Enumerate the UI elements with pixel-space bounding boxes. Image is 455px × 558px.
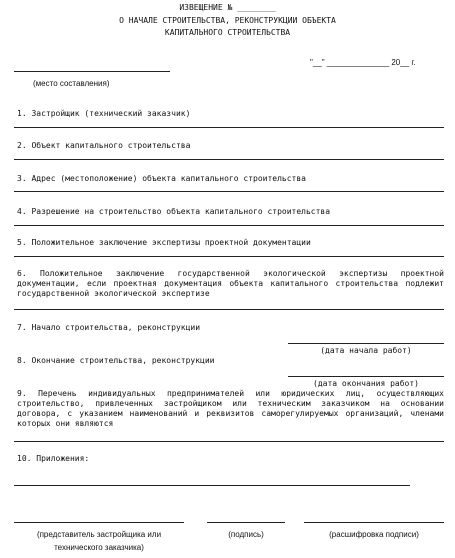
item-10-field-line[interactable]	[14, 485, 410, 486]
item-10-label: 10. Приложения:	[17, 454, 90, 463]
item-2-label: 2. Объект капитального строительства	[17, 141, 191, 150]
signature-caption: (подпись)	[228, 530, 264, 539]
representative-caption-line2: технического заказчика)	[54, 543, 144, 552]
item-6-field-line[interactable]	[14, 309, 444, 310]
decryption-line[interactable]	[304, 522, 444, 523]
place-label: (место составления)	[33, 79, 110, 88]
date-field[interactable]: "__" ______________ 20__ г.	[310, 58, 416, 67]
decryption-caption: (расшифровка подписи)	[329, 530, 419, 539]
signature-line[interactable]	[207, 522, 285, 523]
item-1-field-line[interactable]	[14, 127, 444, 128]
item-9-label: 9. Перечень индивидуальных предпринимателей или юридических лиц, осуществляющих строительство, привлеченных застройщиком или техническим заказчиком на основании договора, с указанием наименований и реквизитов саморегулируемых организаций, членами которых они являются	[17, 389, 444, 428]
item-7-caption: (дата начала работ)	[320, 346, 412, 355]
item-8-caption: (дата окончания работ)	[313, 379, 419, 388]
item-6-label: 6. Положительное заключение государственной экологической экспертизы проектной документации, если проектная документация объекта капитального строительства подлежит государственной экологической экспертизе	[17, 269, 444, 298]
item-8-label: 8. Окончание строительства, реконструкции	[17, 356, 215, 365]
item-7-date-line[interactable]	[288, 343, 444, 344]
item-9-field-line[interactable]	[14, 441, 444, 442]
item-3-field-line[interactable]	[14, 191, 444, 192]
item-3-label: 3. Адрес (местоположение) объекта капитального строительства	[17, 174, 306, 183]
representative-line[interactable]	[14, 522, 184, 523]
item-7-label: 7. Начало строительства, реконструкции	[17, 323, 201, 332]
representative-caption-line1: (представитель застройщика или	[36, 530, 162, 539]
document-subtitle-line2: КАПИТАЛЬНОГО СТРОИТЕЛЬСТВА	[164, 28, 291, 37]
document-title: ИЗВЕЩЕНИЕ № ________	[179, 3, 276, 12]
item-4-field-line[interactable]	[14, 225, 444, 226]
item-4-label: 4. Разрешение на строительство объекта капитального строительства	[17, 207, 331, 216]
item-8-date-line[interactable]	[288, 376, 444, 377]
item-1-label: 1. Застройщик (технический заказчик)	[17, 109, 191, 118]
document-subtitle-line1: О НАЧАЛЕ СТРОИТЕЛЬСТВА, РЕКОНСТРУКЦИИ ОБЪЕКТА	[119, 16, 336, 25]
item-5-field-line[interactable]	[14, 256, 444, 257]
place-field-line[interactable]	[14, 71, 170, 72]
item-5-label: 5. Положительное заключение экспертизы проектной документации	[17, 238, 311, 247]
item-2-field-line[interactable]	[14, 159, 444, 160]
